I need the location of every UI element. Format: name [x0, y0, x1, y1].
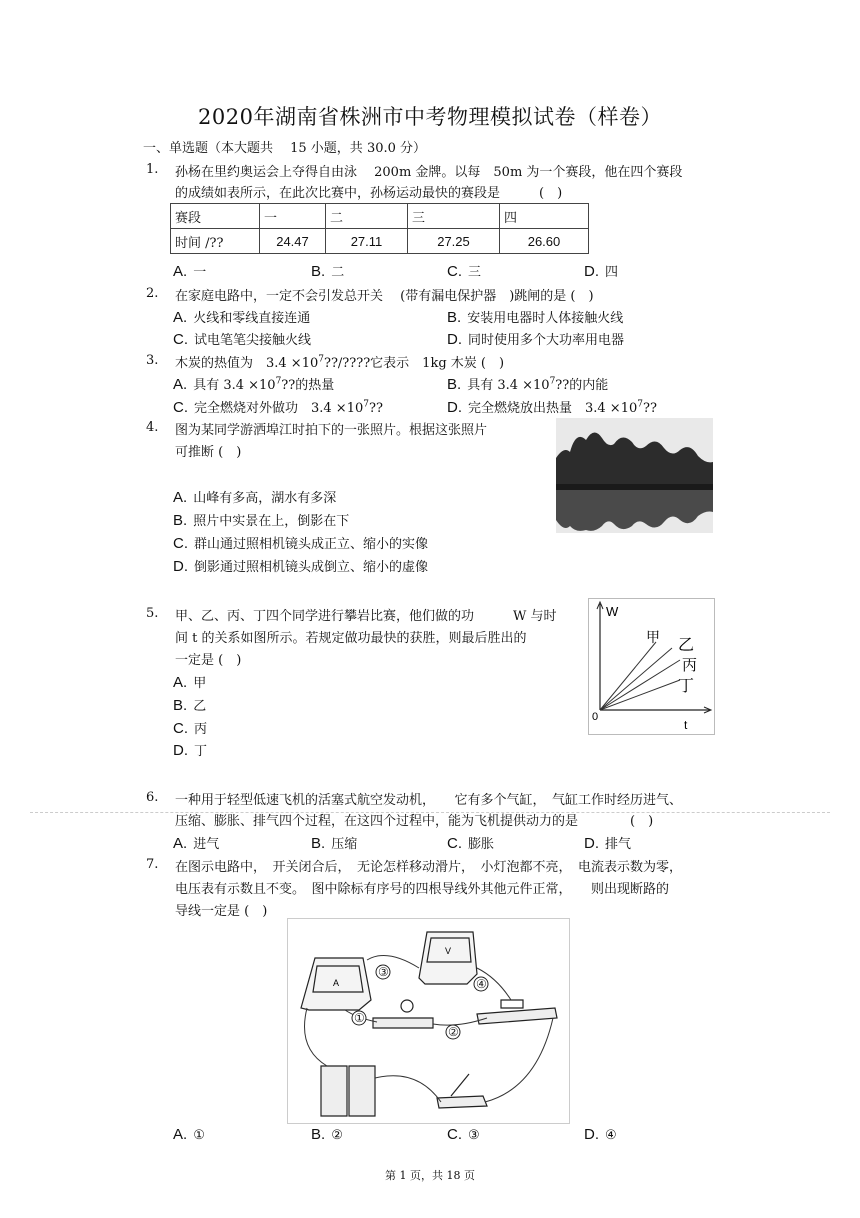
q4-line2: 可推断 ( ): [175, 445, 242, 460]
q3-option-b[interactable]: B. 具有 $3.4 \times 10^7$??的内能: [447, 376, 609, 393]
q4-number: 4.: [146, 420, 159, 435]
q6-option-d[interactable]: D. 排气: [584, 835, 632, 852]
q2-option-d[interactable]: D. 同时使用多个大功率用电器: [447, 331, 625, 348]
q1-line2: 的成绩如表所示，在此次比赛中，孙杨运动最快的赛段是 ( ): [175, 186, 563, 201]
q6-option-c[interactable]: C. 膨胀: [447, 835, 495, 852]
q5-option-c[interactable]: C. 丙: [173, 720, 208, 737]
switch: [437, 1074, 487, 1108]
q3-option-a[interactable]: A. 具有 $3.4 \times 10^7$??的热量: [173, 376, 335, 393]
q7-line3: 导线一定是 ( ): [175, 904, 268, 919]
label-jia: 甲: [646, 630, 660, 646]
q3-option-d[interactable]: D. 完全燃烧放出热量 $3.4 \times 10^7$??: [447, 399, 657, 416]
circuit-diagram: [287, 918, 570, 1124]
table-cell: 时间 /??: [171, 229, 260, 254]
table-cell: 27.11: [326, 229, 408, 254]
q5-option-b[interactable]: B. 乙: [173, 697, 207, 714]
lake-reflection-photo: [556, 418, 713, 533]
q7-line1: 在图示电路中， 开关闭合后， 无论怎样移动滑片， 小灯泡都不亮， 电流表示数为零，: [175, 860, 683, 875]
q4-option-c[interactable]: C. 群山通过照相机镜头成正立、缩小的实像: [173, 535, 429, 552]
q2-line1: 在家庭电路中，一定不会引发总开关 (带有漏电保护器 )跳闸的是 ( ): [175, 289, 594, 304]
rheostat: [477, 1000, 557, 1024]
q5-line2: 间 t 的关系如图所示。若规定做功最快的获胜，则最后胜出的: [175, 631, 527, 646]
q4-option-b[interactable]: B. 照片中实景在上，倒影在下: [173, 512, 350, 529]
q7-line2: 电压表有示数且不变。 图中除标有序号的四根导线外其他元件正常， 则出现断路的: [175, 882, 670, 897]
q5-line1: 甲、乙、丙、丁四个同学进行攀岩比赛，他们做的功 W 与时: [175, 609, 557, 624]
q7-option-c[interactable]: C. ③: [447, 1126, 480, 1143]
table-cell: 24.47: [260, 229, 326, 254]
q6-option-a[interactable]: A. 进气: [173, 835, 220, 852]
battery: [321, 1066, 375, 1116]
ammeter-label: A: [333, 978, 340, 988]
origin-label: 0: [592, 711, 599, 723]
label-yi: 乙: [678, 635, 695, 654]
table-row: [171, 204, 589, 229]
work-time-graph: [588, 598, 715, 735]
table-cell: 三: [408, 204, 500, 229]
q7-option-b[interactable]: B. ②: [311, 1126, 343, 1143]
q6-option-b[interactable]: B. 压缩: [311, 835, 358, 852]
q4-line1: 图为某同学游洒埠江时拍下的一张照片。根据这张照片: [175, 423, 488, 438]
q1-number: 1.: [146, 162, 159, 177]
q6-line1: 一种用于轻型低速飞机的活塞式航空发动机， 它有多个气缸， 气缸工作时经历进气、: [175, 793, 683, 808]
q7-option-d[interactable]: D. ④: [584, 1126, 617, 1143]
table-cell: 四: [500, 204, 589, 229]
table-row: [171, 229, 589, 254]
page-title: 2020年湖南省株洲市中考物理模拟试卷（样卷）: [198, 105, 662, 129]
wire-3: [367, 956, 419, 969]
q2-option-a[interactable]: A. 火线和零线直接连通: [173, 309, 311, 326]
q1-option-a[interactable]: A. 一: [173, 263, 207, 280]
label-bing: 丙: [682, 656, 698, 674]
q5-option-d[interactable]: D. 丁: [173, 742, 208, 759]
q6-number: 6.: [146, 790, 159, 805]
q4-option-d[interactable]: D. 倒影通过照相机镜头成倒立、缩小的虚像: [173, 558, 429, 575]
q1-option-b[interactable]: B. 二: [311, 263, 345, 280]
q3-number: 3.: [146, 353, 159, 368]
q3-option-c[interactable]: C. 完全燃烧对外做功 $3.4 \times 10^7$??: [173, 399, 383, 416]
q1-line1: 孙杨在里约奥运会上夺得自由泳 200m 金牌。以每 50m 为一个赛段，他在四个赛段: [175, 165, 683, 180]
table-cell: 26.60: [500, 229, 589, 254]
table-cell: 二: [326, 204, 408, 229]
page-footer: 第 1 页，共 18 页: [385, 1169, 475, 1182]
x-axis-label: t: [684, 718, 688, 732]
y-axis-label: W: [606, 604, 619, 619]
q7-option-a[interactable]: A. ①: [173, 1126, 205, 1143]
voltmeter: [419, 932, 477, 984]
q2-number: 2.: [146, 286, 159, 301]
wire-label-3: ③: [378, 965, 389, 979]
q1-option-c[interactable]: C. 三: [447, 263, 482, 280]
q2-option-b[interactable]: B. 安装用电器时人体接触火线: [447, 309, 624, 326]
lamp: [373, 1000, 433, 1028]
q1-option-d[interactable]: D. 四: [584, 263, 619, 280]
wire-label-2: ②: [448, 1025, 459, 1039]
q5-option-a[interactable]: A. 甲: [173, 674, 207, 691]
table-cell: 27.25: [408, 229, 500, 254]
q2-option-c[interactable]: C. 试电笔笔尖接触火线: [173, 331, 312, 348]
label-ding: 丁: [678, 676, 695, 695]
line-yi: [600, 648, 672, 710]
q6-line2: 压缩、膨胀、排气四个过程，在这四个过程中，能为飞机提供动力的是 ( ): [175, 814, 654, 829]
q3-line1: 木炭的热值为 $3.4 \times 10^7??/$????它表示 1kg 木炭 ( ): [175, 354, 505, 371]
wire-label-4: ④: [476, 977, 487, 991]
q1-table: [170, 203, 589, 254]
table-cell: 一: [260, 204, 326, 229]
q5-line3: 一定是 ( ): [175, 653, 242, 668]
q5-number: 5.: [146, 606, 159, 621]
section-heading: 一、单选题（本大题共 15 小题，共 30.0 分）: [143, 141, 427, 156]
wire-label-1: ①: [354, 1011, 365, 1025]
table-cell: 赛段: [171, 204, 260, 229]
voltmeter-label: V: [445, 946, 452, 956]
q7-number: 7.: [146, 857, 159, 872]
q4-option-a[interactable]: A. 山峰有多高，湖水有多深: [173, 489, 337, 506]
